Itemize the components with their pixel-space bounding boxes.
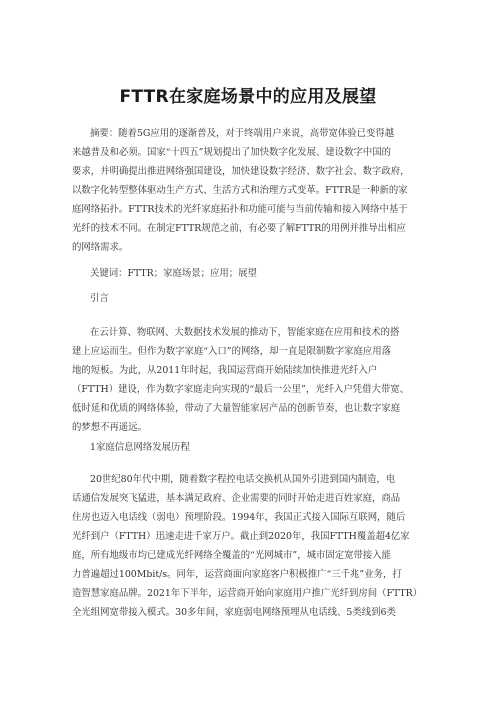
section1-line: 造智慧家庭品牌。2021年下半年，运营商开始向家庭用户推广光纤到房间（FTTR） bbox=[72, 588, 423, 599]
abstract-line: 要求，并明确提出推进网络强国建设，加快建设数字经济、数字社会、数字政府， bbox=[72, 166, 410, 177]
abstract-paragraph bbox=[72, 124, 428, 257]
intro-paragraph bbox=[72, 323, 428, 437]
abstract-line: 以数字化转型整体驱动生产方式、生活方式和治理方式变革。FTTR是一种新的家 bbox=[72, 185, 408, 196]
keywords-text: 关键词：FTTR；家庭场景；应用；展望 bbox=[90, 268, 257, 279]
keywords-line bbox=[72, 264, 428, 283]
abstract-line: 的网络需求。 bbox=[72, 242, 129, 253]
section1-line: 话通信发展突飞猛进，基本满足政府、企业需要的同时开始走进百姓家庭，商品 bbox=[72, 493, 401, 504]
intro-heading-block bbox=[72, 289, 428, 308]
section1-line: 力普遍超过100Mbit/s。同年，运营商面向家庭客户积极推广“三千兆”业务，打 bbox=[72, 569, 402, 580]
section1-line: 全光组网宽带接入模式。30多年间，家庭弱电网络预埋从电话线、5类线到6类 bbox=[72, 607, 396, 618]
intro-line: 低时延和优质的网络体验，带动了大量智能家居产品的创新节奏，也让数字家庭 bbox=[72, 403, 401, 414]
abstract-line: 庭网络拓扑。FTTR技术的光纤家庭拓扑和功能可能与当前传输和接入网络中基于 bbox=[72, 204, 408, 215]
intro-line: 建上应运而生。但作为数字家庭“入口”的网络，却一直是限制数字家庭应用落 bbox=[72, 346, 391, 357]
abstract-line: 摘要：随着5G应用的逐渐普及，对于终端用户来说，高带宽体验已变得越 bbox=[90, 128, 395, 139]
abstract-line: 光纤的技术不同。在制定FTTR规范之前，有必要了解FTTR的用例并推导出相应 bbox=[72, 223, 406, 234]
intro-line: 地的短板。为此，从2011年时起，我国运营商开始陆续加快推进光纤入户 bbox=[72, 365, 378, 376]
section1-heading-block bbox=[72, 438, 428, 457]
intro-line: 在云计算、物联网、大数据技术发展的推动下，智能家庭在应用和技术的搭 bbox=[90, 327, 400, 338]
section1-line: 20世纪80年代中期，随着数字程控电话交换机从国外引进到国内制造，电 bbox=[90, 474, 396, 485]
section1-heading: 1家庭信息网络发展历程 bbox=[90, 442, 190, 453]
document-title: FTTR在家庭场景中的应用及展望 bbox=[119, 87, 377, 107]
section1-line: 庭，所有地级市均已建成光纤网络全覆盖的“光网城市”，城市固定宽带接入能 bbox=[72, 550, 391, 561]
abstract-line: 来越普及和必须。国家“十四五”规划提出了加快数字化发展、建设数字中国的 bbox=[72, 147, 391, 158]
intro-heading: 引言 bbox=[90, 293, 109, 304]
section1-line: 光纤到户（FTTH）迅速走进千家万户。截止到2020年，我国FTTH覆盖超4亿家 bbox=[72, 531, 410, 542]
section1-line: 住房也迈入电话线（弱电）预埋阶段。1994年，我国正式接入国际互联网，随后 bbox=[72, 512, 406, 523]
intro-line: 的梦想不再遥远。 bbox=[72, 422, 148, 433]
section1-paragraph bbox=[72, 470, 428, 622]
intro-line: （FTTH）建设，作为数字家庭走向实现的“最后一公里”，光纤入户凭借大带宽、 bbox=[72, 384, 409, 395]
